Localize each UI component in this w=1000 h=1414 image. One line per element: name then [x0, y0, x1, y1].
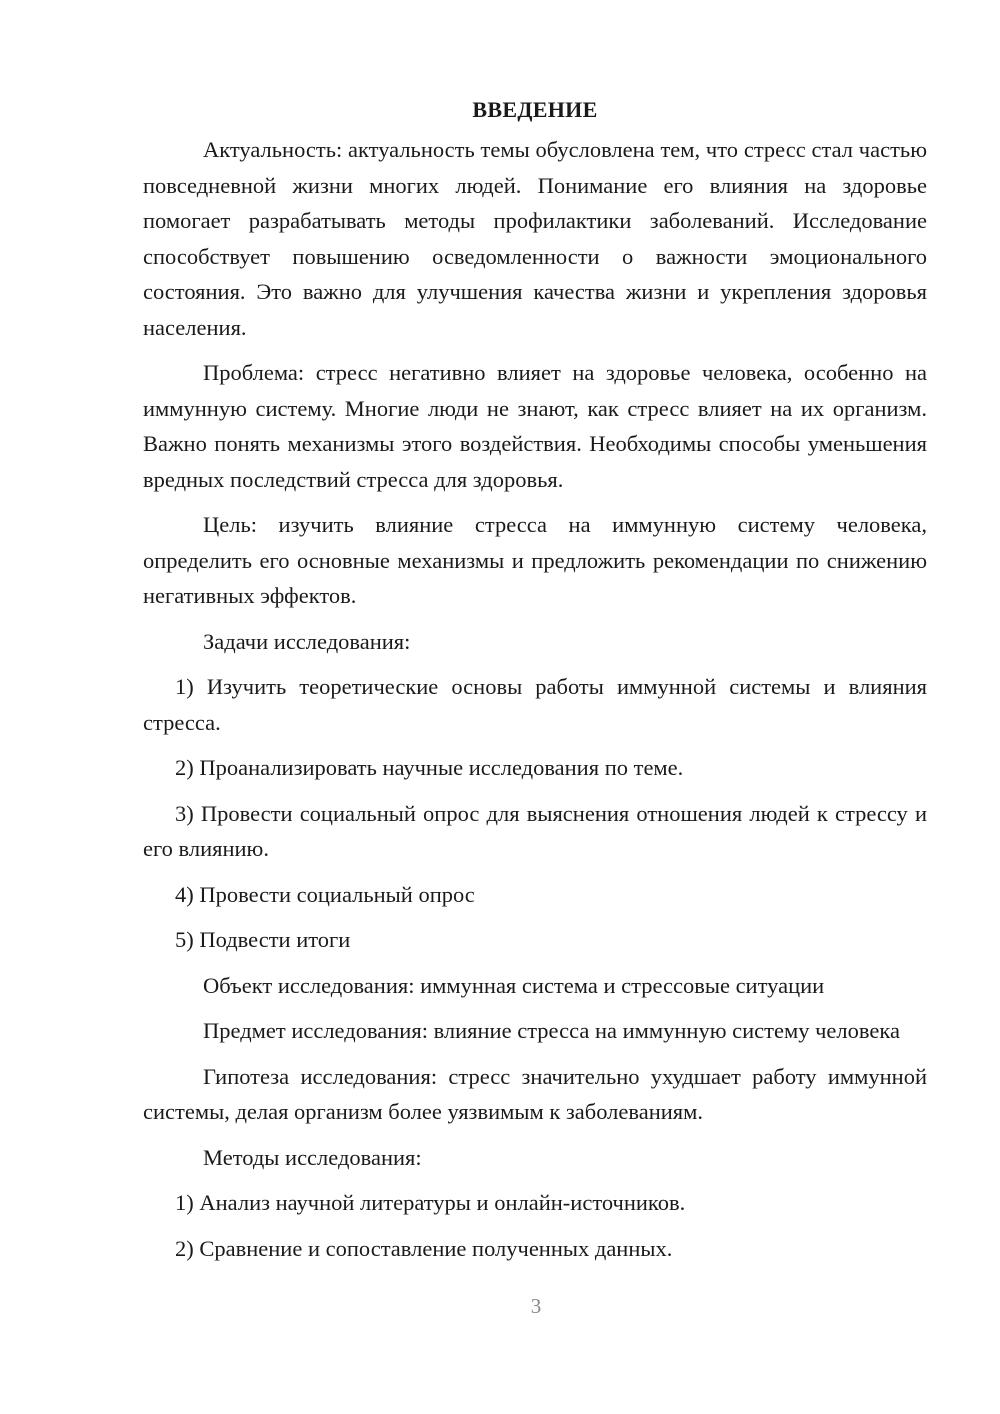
task-item-4: 4) Провести социальный опрос	[175, 881, 475, 907]
page-content	[143, 92, 927, 1276]
methods-heading: Методы исследования:	[203, 1144, 422, 1170]
hypothesis-paragraph: Гипотеза исследования: стресс значительно ухудшает работу иммунной системы, делая организм более уязвимым к заболеваниям.	[143, 1063, 927, 1124]
task-item-5: 5) Подвести итоги	[175, 927, 351, 952]
page-title: ВВЕДЕНИЕ	[472, 97, 598, 122]
task-item-1: 1) Изучить теоретические основы работы иммунной системы и влияния стресса.	[143, 674, 927, 735]
task-item-3: 3) Провести социальный опрос для выяснения отношения людей к стрессу и его влиянию.	[143, 800, 927, 861]
relevance-paragraph: Актуальность: актуальность темы обусловлена тем, что стресс стал частью повседневной жизни многих людей. Понимание его влияния на здоровье помогает разрабатывать методы профилактики заболеваний. Исследование способствует повышению осведомленности о важности эмоционального состояния. Это важно для улучшения качества жизни и укрепления здоровья населения.	[143, 137, 927, 340]
object-paragraph: Объект исследования: иммунная система и стрессовые ситуации	[203, 972, 825, 998]
tasks-heading: Задачи исследования:	[203, 628, 411, 654]
task-item-2: 2) Проанализировать научные исследования по теме.	[175, 755, 684, 780]
problem-paragraph: Проблема: стресс негативно влияет на здоровье человека, особенно на иммунную систему. Многие люди не знают, как стресс влияет на их организм. Важно понять механизмы этого воздействия. Необходимы способы уменьшения вредных последствий стресса для здоровья.	[143, 360, 927, 492]
method-item-2: 2) Сравнение и сопоставление полученных данных.	[175, 1235, 673, 1261]
goal-paragraph: Цель: изучить влияние стресса на иммунную систему человека, определить его основные механизмы и предложить рекомендации по снижению негативных эффектов.	[143, 512, 927, 608]
page-number: 3	[530, 1294, 542, 1318]
subject-paragraph: Предмет исследования: влияние стресса на иммунную систему человека	[203, 1018, 900, 1043]
method-item-1: 1) Анализ научной литературы и онлайн-источников.	[175, 1190, 686, 1215]
